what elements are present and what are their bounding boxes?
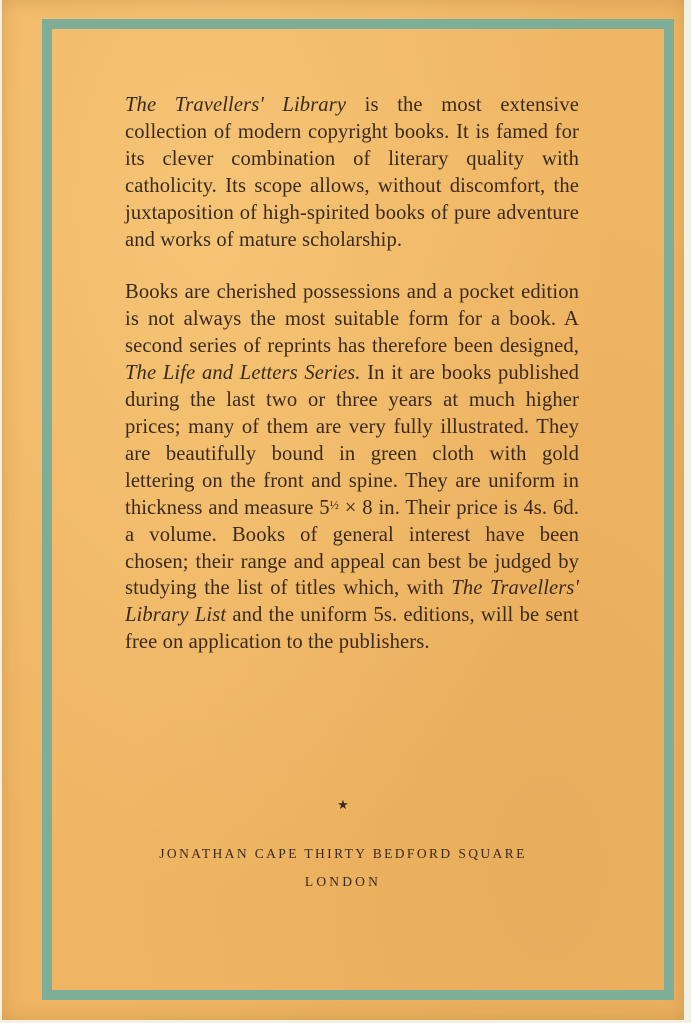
blurb-text: [125, 92, 579, 656]
series-title-life-and-letters: The Life and Letters Series.: [125, 362, 361, 385]
paragraph-2-text-c: × 8 in. Their price is 4s. 6d. a volume. Books of general interest have been chosen; their range and appeal can best be judged by studying the list of titles which, with: [125, 496, 579, 600]
paragraph-2-text-a: Books are cherished possessions and a pocket edition is not always the most suitable form for a book. A second series of reprints has therefore been designed,: [125, 281, 579, 358]
paragraph-2-text-d: and the uniform 5s. editions, will be sent free on application to the publishers.: [125, 604, 579, 654]
publisher-imprint-address: JONATHAN CAPE THIRTY BEDFORD SQUARE: [159, 846, 527, 861]
paragraph-travellers-library: [125, 92, 579, 253]
paragraph-2-text-b: In it are books published during the last two or three years at much higher prices; many of them are very fully illustrated. They are beautifully bound in green cloth with gold lettering on the front and spine. They are uniform in thickness and measure 5: [125, 362, 579, 519]
book-back-cover: [2, 0, 684, 1020]
star-ornament-icon: ★: [337, 798, 349, 813]
paragraph-life-and-letters: [125, 279, 579, 656]
series-title-travellers-library: The Travellers' Library: [125, 94, 347, 116]
paragraph-1-text: is the most extensive collection of modern copyright books. It is famed for its clever combination of literary quality with catholicity. Its scope allows, without discomfort, the juxtaposition of high-spirited books of pure adventure and works of mature scholarship.: [125, 94, 579, 251]
publisher-imprint-city: LONDON: [304, 874, 382, 889]
fraction-half: ½: [329, 498, 340, 513]
list-title-travellers-library-list: The Travellers' Library List: [125, 577, 580, 627]
